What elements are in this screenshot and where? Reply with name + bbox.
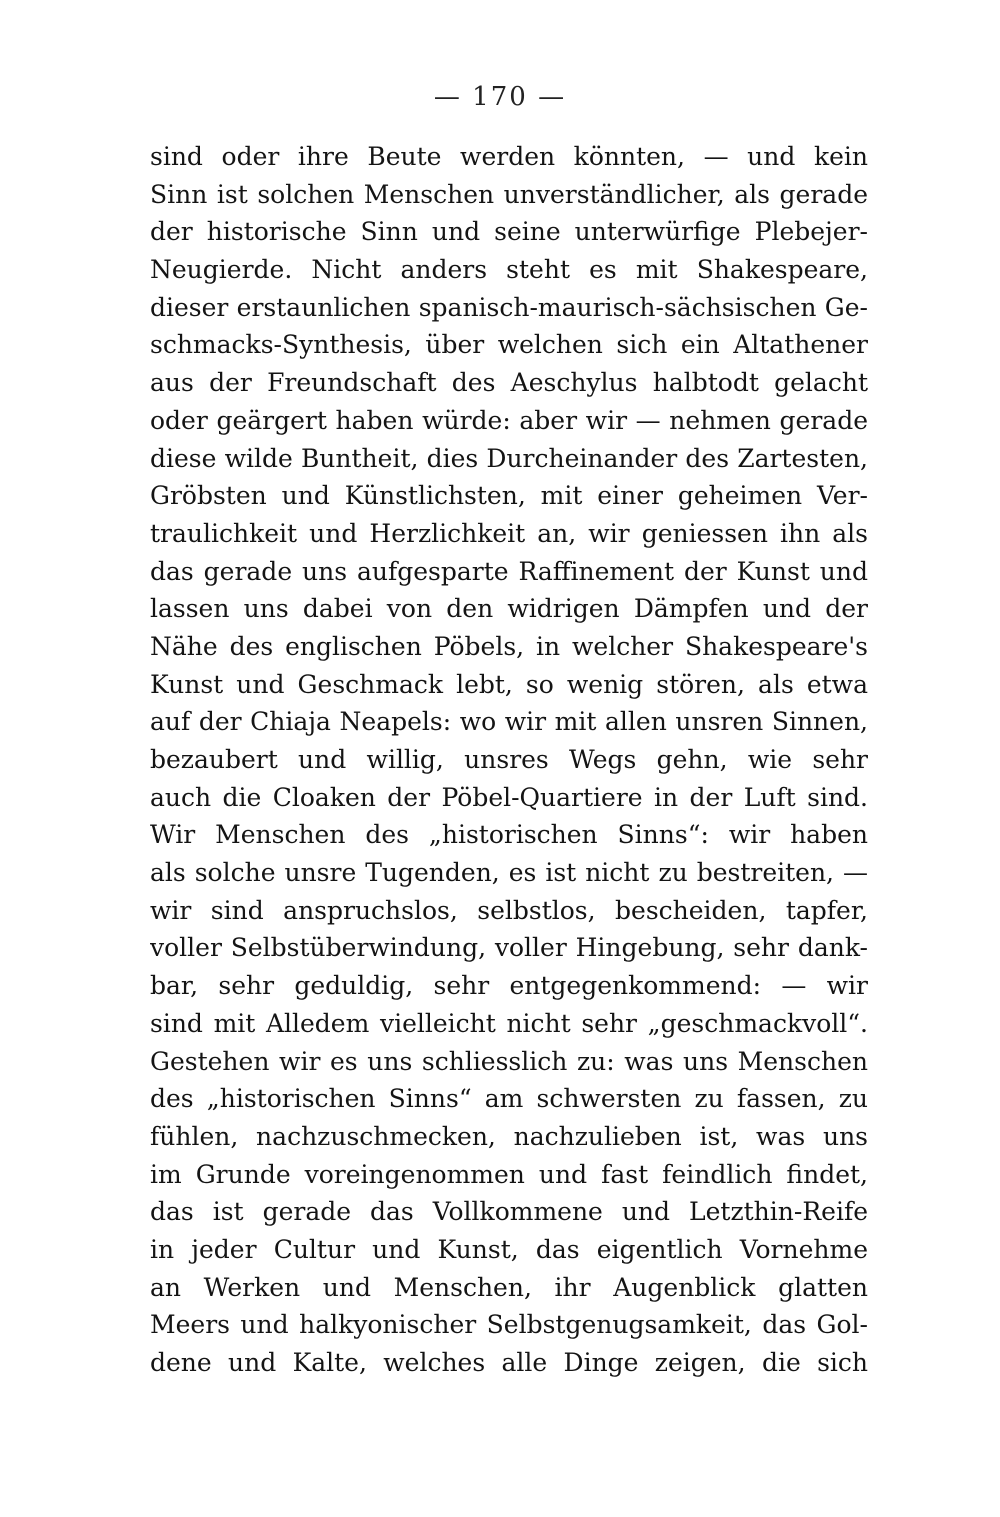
text-line: traulichkeit und Herzlichkeit an, wir geniessen ihn als bbox=[150, 518, 868, 548]
text-line: Wir Menschen des „historischen Sinns“: wir haben bbox=[150, 820, 868, 850]
text-line: des „historischen Sinns“ am schwersten zu fassen, zu bbox=[150, 1084, 868, 1114]
text-line: bezaubert und willig, unsres Wegs gehn, wie sehr bbox=[150, 745, 868, 774]
text-line: als solche unsre Tugenden, es ist nicht zu bestreiten, — bbox=[150, 858, 868, 888]
text-line: dieser erstaunlichen spanisch-maurisch-sächsischen Ge- bbox=[150, 292, 868, 322]
text-line: auf der Chiaja Neapels: wo wir mit allen unsren Sinnen, bbox=[150, 707, 868, 737]
text-line: sind oder ihre Beute werden könnten, — und kein bbox=[150, 142, 868, 171]
text-line: schmacks-Synthesis, über welchen sich ein Altathener bbox=[150, 330, 868, 360]
text-line: lassen uns dabei von den widrigen Dämpfen und der bbox=[150, 594, 868, 624]
text-line: aus der Freundschaft des Aeschylus halbtodt gelacht bbox=[150, 368, 868, 398]
text-line: im Grunde voreingenommen und fast feindlich findet, bbox=[150, 1159, 868, 1189]
text-line: fühlen, nachzuschmecken, nachzulieben ist, was uns bbox=[150, 1121, 868, 1151]
text-line: auch die Cloaken der Pöbel-Quartiere in der Luft sind. bbox=[150, 782, 868, 812]
page-number: — 170 — bbox=[433, 82, 567, 112]
text-line: Meers und halkyonischer Selbstgenugsamkeit, das Gol- bbox=[150, 1310, 868, 1340]
text-line: Gröbsten und Künstlichsten, mit einer geheimen Ver- bbox=[150, 481, 868, 511]
text-line: das gerade uns aufgesparte Raffinement der Kunst und bbox=[150, 556, 868, 586]
text-line: Sinn ist solchen Menschen unverständlicher, als gerade bbox=[150, 179, 868, 209]
text-line: dene und Kalte, welches alle Dinge zeigen, die sich bbox=[150, 1348, 868, 1377]
text-line: Neugierde. Nicht anders steht es mit Shakespeare, bbox=[150, 255, 868, 285]
text-line: oder geärgert haben würde: aber wir — nehmen gerade bbox=[150, 405, 868, 435]
text-line: der historische Sinn und seine unterwürfige Plebejer- bbox=[150, 217, 868, 247]
text-line: Kunst und Geschmack lebt, so wenig stören, als etwa bbox=[150, 669, 868, 699]
text-line: diese wilde Buntheit, dies Durcheinander des Zartesten, bbox=[150, 443, 868, 473]
text-line: in jeder Cultur und Kunst, das eigentlich Vornehme bbox=[150, 1234, 868, 1264]
text-line: das ist gerade das Vollkommene und Letzthin-Reife bbox=[150, 1197, 868, 1227]
text-line: sind mit Alledem vielleicht nicht sehr „geschmackvoll“. bbox=[150, 1008, 868, 1038]
text-line: voller Selbstüberwindung, voller Hingebung, sehr dank- bbox=[150, 933, 868, 963]
text-line: wir sind anspruchslos, selbstlos, bescheiden, tapfer, bbox=[150, 895, 868, 925]
body-text bbox=[150, 138, 868, 1382]
text-line: Gestehen wir es uns schliesslich zu: was uns Menschen bbox=[150, 1046, 868, 1076]
text-line: an Werken und Menschen, ihr Augenblick glatten bbox=[150, 1272, 868, 1302]
text-line: bar, sehr geduldig, sehr entgegenkommend: — wir bbox=[150, 971, 868, 1001]
text-line: Nähe des englischen Pöbels, in welcher Shakespeare's bbox=[150, 631, 868, 661]
